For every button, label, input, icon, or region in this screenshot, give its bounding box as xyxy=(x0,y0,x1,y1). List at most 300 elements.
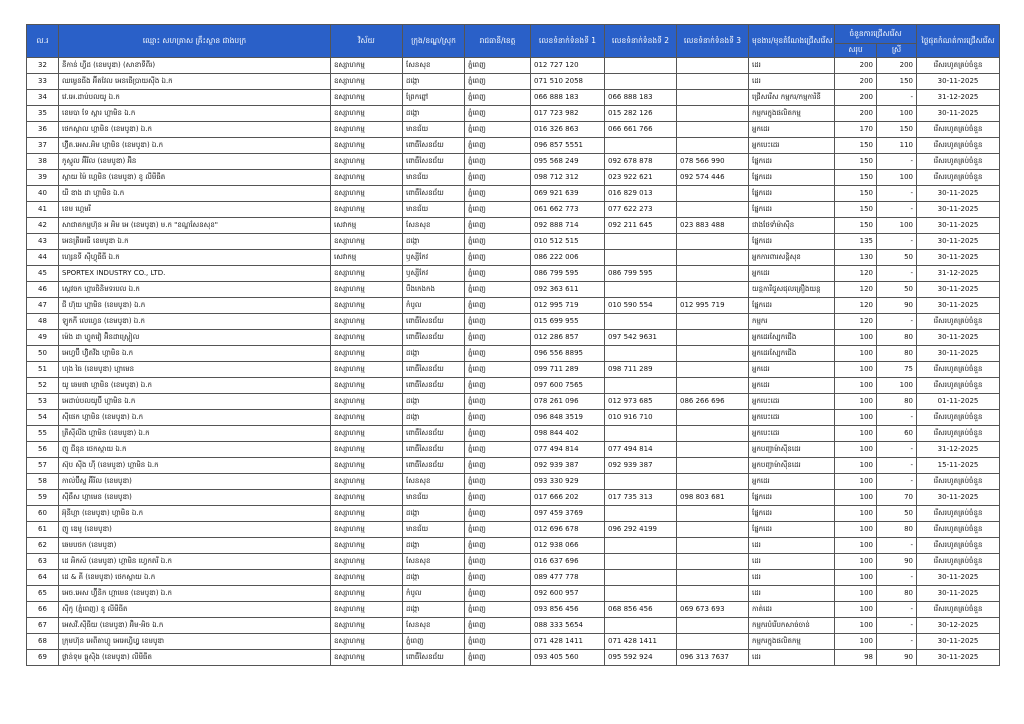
cell-deadline: រើសរហូតគ្រប់ចំនួន xyxy=(917,314,1000,330)
cell-total: 150 xyxy=(835,186,877,202)
cell-phone2: 092 678 878 xyxy=(605,154,677,170)
cell-province: ភ្នំពេញ xyxy=(465,394,531,410)
cell-total: 120 xyxy=(835,314,877,330)
cell-phone1: 012 727 120 xyxy=(531,58,605,74)
cell-deadline: 30-11-2025 xyxy=(917,218,1000,234)
cell-province: ភ្នំពេញ xyxy=(465,506,531,522)
cell-deadline: រើសរហូតគ្រប់ចំនួន xyxy=(917,554,1000,570)
cell-position: ដេរ xyxy=(749,586,835,602)
cell-district: ពោធិ៍សែនជ័យ xyxy=(403,442,465,458)
cell-sector: ឧស្សាហកម្ម xyxy=(331,394,403,410)
cell-district: មានជ័យ xyxy=(403,490,465,506)
cell-position: អ្នកបេះដេរ xyxy=(749,394,835,410)
cell-province: ភ្នំពេញ xyxy=(465,122,531,138)
cell-deadline: 30-11-2025 xyxy=(917,298,1000,314)
cell-deadline: 30-11-2025 xyxy=(917,234,1000,250)
cell-sector: ឧស្សាហកម្ម xyxy=(331,138,403,154)
cell-no: 46 xyxy=(27,282,59,298)
cell-sector: ឧស្សាហកម្ម xyxy=(331,618,403,634)
header-no: ល.រ xyxy=(27,25,59,58)
cell-no: 67 xyxy=(27,618,59,634)
cell-company: ម៉េង ដា ហ្វូតវៀ អ៊ិនដាស្ត្រៀល xyxy=(59,330,331,346)
cell-no: 58 xyxy=(27,474,59,490)
cell-deadline: រើសរហូតគ្រប់ចំនួន xyxy=(917,426,1000,442)
cell-company: អេដាប់បលយូប៊ី ហ្គាមិន ឯ.ក xyxy=(59,394,331,410)
cell-female: 200 xyxy=(877,58,917,74)
cell-phone3: 086 266 696 xyxy=(677,394,749,410)
cell-sector: ឧស្សាហកម្ម xyxy=(331,506,403,522)
cell-province: ភ្នំពេញ xyxy=(465,442,531,458)
cell-female: - xyxy=(877,410,917,426)
cell-female: - xyxy=(877,154,917,170)
cell-phone3: 069 673 693 xyxy=(677,602,749,618)
cell-no: 43 xyxy=(27,234,59,250)
cell-female: - xyxy=(877,202,917,218)
cell-company: ថេកស្តាល ហ្គាមិន (ខេមបូឌា) ឯ.ក xyxy=(59,122,331,138)
cell-province: ភ្នំពេញ xyxy=(465,234,531,250)
cell-province: ភ្នំពេញ xyxy=(465,314,531,330)
cell-deadline: រើសរហូតគ្រប់ចំនួន xyxy=(917,138,1000,154)
cell-province: ភ្នំពេញ xyxy=(465,490,531,506)
cell-female: 100 xyxy=(877,106,917,122)
header-total: សរុប xyxy=(835,44,877,58)
cell-no: 36 xyxy=(27,122,59,138)
cell-no: 62 xyxy=(27,538,59,554)
cell-total: 100 xyxy=(835,506,877,522)
table-row xyxy=(27,522,1000,538)
table-row xyxy=(27,218,1000,234)
cell-company: ហុង ធៃ (ខេមបូឌា) ហ្គាមេន xyxy=(59,362,331,378)
cell-position: ជាងថែទាំម៉ាស៊ីន xyxy=(749,218,835,234)
cell-company: កូស្តូល អ៊ីរីល (ខេមបូឌា) អ៊ិន xyxy=(59,154,331,170)
cell-company: ជី ហ៊ុយ ហ្គាមិន (ខេមបូឌា) ឯ.ក xyxy=(59,298,331,314)
cell-phone2: 010 590 554 xyxy=(605,298,677,314)
cell-deadline: រើសរហូតគ្រប់ចំនួន xyxy=(917,522,1000,538)
cell-female: - xyxy=(877,474,917,490)
cell-phone2 xyxy=(605,58,677,74)
table-row xyxy=(27,410,1000,426)
table-row xyxy=(27,458,1000,474)
cell-phone1: 093 405 560 xyxy=(531,650,605,666)
cell-female: - xyxy=(877,570,917,586)
cell-phone1: 097 600 7565 xyxy=(531,378,605,394)
table-row xyxy=(27,314,1000,330)
cell-sector: ឧស្សាហកម្ម xyxy=(331,202,403,218)
cell-phone3 xyxy=(677,362,749,378)
cell-company: ហ្សេនទី ស៊ីហ្វុធីធី ឯ.ក xyxy=(59,250,331,266)
cell-province: ភ្នំពេញ xyxy=(465,458,531,474)
cell-total: 100 xyxy=(835,410,877,426)
cell-sector: ឧស្សាហកម្ម xyxy=(331,298,403,314)
cell-total: 100 xyxy=(835,586,877,602)
cell-phone3 xyxy=(677,234,749,250)
cell-total: 150 xyxy=(835,170,877,186)
cell-phone3 xyxy=(677,522,749,538)
cell-no: 63 xyxy=(27,554,59,570)
cell-sector: ឧស្សាហកម្ម xyxy=(331,634,403,650)
cell-phone1: 017 723 982 xyxy=(531,106,605,122)
cell-phone1: 012 995 719 xyxy=(531,298,605,314)
cell-province: ភ្នំពេញ xyxy=(465,74,531,90)
cell-phone3 xyxy=(677,282,749,298)
cell-sector: ឧស្សាហកម្ម xyxy=(331,410,403,426)
cell-total: 100 xyxy=(835,570,877,586)
cell-sector: ឧស្សាហកម្ម xyxy=(331,314,403,330)
cell-province: ភ្នំពេញ xyxy=(465,138,531,154)
cell-province: ភ្នំពេញ xyxy=(465,282,531,298)
cell-province: ភ្នំពេញ xyxy=(465,330,531,346)
cell-sector: ឧស្សាហកម្ម xyxy=(331,586,403,602)
cell-female: 50 xyxy=(877,282,917,298)
cell-total: 120 xyxy=(835,266,877,282)
cell-province: ភ្នំពេញ xyxy=(465,474,531,490)
cell-phone3 xyxy=(677,506,749,522)
cell-position: អ្នកបញ្ជាម៉ាស៊ីនដេរ xyxy=(749,442,835,458)
cell-phone2: 071 428 1411 xyxy=(605,634,677,650)
cell-deadline: 30-11-2025 xyxy=(917,346,1000,362)
cell-female: 90 xyxy=(877,298,917,314)
cell-company: យី ឌាង ដា ហ្គាមិន ឯ.ក xyxy=(59,186,331,202)
cell-company: ឈម្លេនធីង អ៊ីតវែល អេនធើប្រាយស៊ីង ឯ.ក xyxy=(59,74,331,90)
cell-phone1: 096 556 8895 xyxy=(531,346,605,362)
table-row xyxy=(27,202,1000,218)
cell-total: 100 xyxy=(835,490,877,506)
cell-phone3 xyxy=(677,538,749,554)
cell-no: 41 xyxy=(27,202,59,218)
cell-position: ដេរ xyxy=(749,570,835,586)
cell-phone2: 098 711 289 xyxy=(605,362,677,378)
cell-female: - xyxy=(877,234,917,250)
cell-phone3 xyxy=(677,634,749,650)
cell-no: 52 xyxy=(27,378,59,394)
table-row xyxy=(27,554,1000,570)
table-row xyxy=(27,570,1000,586)
cell-no: 53 xyxy=(27,394,59,410)
cell-province: ភ្នំពេញ xyxy=(465,346,531,362)
cell-deadline: 30-11-2025 xyxy=(917,74,1000,90)
cell-sector: ឧស្សាហកម្ម xyxy=(331,570,403,586)
cell-deadline: រើសរហូតគ្រប់ចំនួន xyxy=(917,602,1000,618)
cell-no: 57 xyxy=(27,458,59,474)
cell-female: 80 xyxy=(877,522,917,538)
cell-province: ភ្នំពេញ xyxy=(465,218,531,234)
cell-female: 90 xyxy=(877,650,917,666)
cell-total: 120 xyxy=(835,282,877,298)
cell-position: កម្មករក្នុងផលិតកម្ម xyxy=(749,106,835,122)
cell-female: 80 xyxy=(877,346,917,362)
cell-position: អ្នកដេរ xyxy=(749,362,835,378)
cell-district: ពោធិ៍សែនជ័យ xyxy=(403,378,465,394)
cell-total: 100 xyxy=(835,394,877,410)
table-row xyxy=(27,154,1000,170)
cell-no: 65 xyxy=(27,586,59,602)
header-phone3: លេខទំនាក់ទំនងទី 3 xyxy=(677,25,749,58)
cell-province: ភ្នំពេញ xyxy=(465,154,531,170)
table-body xyxy=(27,58,1000,666)
cell-deadline: 30-11-2025 xyxy=(917,650,1000,666)
cell-company: អេហ្វប៊ី ហ៊្វិតវីង ហ្គាមិន ឯ.ក xyxy=(59,346,331,362)
cell-company: កាល់ប៊ីស្ហ អ៊ីរីល (ខេមបូឌា) xyxy=(59,474,331,490)
cell-female: 150 xyxy=(877,122,917,138)
cell-position: អ្នកបេះដេរ xyxy=(749,138,835,154)
cell-deadline: 30-11-2025 xyxy=(917,250,1000,266)
cell-position: ជ្រើសរើស កម្មករ/កម្មការិនី xyxy=(749,90,835,106)
cell-female: 150 xyxy=(877,74,917,90)
cell-province: ភ្នំពេញ xyxy=(465,186,531,202)
cell-deadline: 30-11-2025 xyxy=(917,586,1000,602)
cell-phone3 xyxy=(677,90,749,106)
cell-phone1: 077 494 814 xyxy=(531,442,605,458)
cell-district: កំបូល xyxy=(403,586,465,602)
cell-no: 37 xyxy=(27,138,59,154)
cell-total: 100 xyxy=(835,378,877,394)
cell-phone2: 092 211 645 xyxy=(605,218,677,234)
cell-phone1: 093 330 929 xyxy=(531,474,605,490)
cell-no: 40 xyxy=(27,186,59,202)
cell-phone2 xyxy=(605,234,677,250)
cell-district: មានជ័យ xyxy=(403,522,465,538)
cell-phone3 xyxy=(677,586,749,602)
cell-position: ផ្នែកដេរ xyxy=(749,298,835,314)
cell-total: 100 xyxy=(835,346,877,362)
cell-district: ពោធិ៍សែនជ័យ xyxy=(403,154,465,170)
cell-total: 100 xyxy=(835,618,877,634)
cell-sector: ឧស្សាហកម្ម xyxy=(331,234,403,250)
table-row xyxy=(27,506,1000,522)
cell-sector: ឧស្សាហកម្ម xyxy=(331,378,403,394)
cell-company: ថ្ងាន់ទុម ធ្លុស៊ិង (ខេមបូឌា) លីមីធីត xyxy=(59,650,331,666)
cell-company: ស្កេវចក ហ្គារចិនិមទរបល ឯ.ក xyxy=(59,282,331,298)
cell-deadline: 01-11-2025 xyxy=(917,394,1000,410)
cell-phone2 xyxy=(605,138,677,154)
cell-district: មានជ័យ xyxy=(403,202,465,218)
table-row xyxy=(27,90,1000,106)
cell-female: 100 xyxy=(877,378,917,394)
header-phone2: លេខទំនាក់ទំនងទី 2 xyxy=(605,25,677,58)
cell-no: 64 xyxy=(27,570,59,586)
cell-sector: ឧស្សាហកម្ម xyxy=(331,458,403,474)
cell-female: - xyxy=(877,458,917,474)
cell-district: ដង្កោ xyxy=(403,346,465,362)
cell-position: អ្នកដេរស្បែកជើង xyxy=(749,346,835,362)
cell-phone3 xyxy=(677,186,749,202)
cell-position: អ្នកការពារសន្តិសុខ xyxy=(749,250,835,266)
cell-district: ពោធិ៍សែនជ័យ xyxy=(403,186,465,202)
cell-deadline: រើសរហូតគ្រប់ចំនួន xyxy=(917,362,1000,378)
cell-position: ផ្នែកដេរ xyxy=(749,170,835,186)
cell-province: ភ្នំពេញ xyxy=(465,250,531,266)
cell-district: ពោធិ៍សែនជ័យ xyxy=(403,362,465,378)
cell-female: - xyxy=(877,90,917,106)
cell-no: 42 xyxy=(27,218,59,234)
cell-deadline: រើសរហូតគ្រប់ចំនួន xyxy=(917,410,1000,426)
cell-position: ផ្នែកដេរ xyxy=(749,490,835,506)
cell-deadline: រើសរហូតគ្រប់ចំនួន xyxy=(917,170,1000,186)
cell-district: បឹងកេងកង xyxy=(403,282,465,298)
cell-district: ពោធិ៍សែនជ័យ xyxy=(403,138,465,154)
cell-company: ក្រុមហ៊ុន អេពីតាហ្គូ អេអេហ្វិហ្វ្វ ខេមបូឌា xyxy=(59,634,331,650)
cell-position: ដេរ xyxy=(749,538,835,554)
cell-no: 69 xyxy=(27,650,59,666)
cell-phone3 xyxy=(677,378,749,394)
cell-company: អេសវី.ស៊ីធីយ (ខេមបូឌា) អ៊ិម-អិច ឯ.ក xyxy=(59,618,331,634)
cell-total: 100 xyxy=(835,554,877,570)
table-row xyxy=(27,538,1000,554)
cell-sector: ឧស្សាហកម្ម xyxy=(331,58,403,74)
cell-company: ហ៊្វីត.អេស.អិម ហ្គាមិន (ខេមបូឌា) ឯ.ក xyxy=(59,138,331,154)
cell-phone1: 098 712 312 xyxy=(531,170,605,186)
cell-phone2 xyxy=(605,538,677,554)
cell-phone2: 096 292 4199 xyxy=(605,522,677,538)
cell-no: 32 xyxy=(27,58,59,74)
table-row xyxy=(27,586,1000,602)
cell-district: ដង្កោ xyxy=(403,538,465,554)
cell-phone1: 061 662 773 xyxy=(531,202,605,218)
cell-position: ដេរ xyxy=(749,58,835,74)
cell-phone2: 095 592 924 xyxy=(605,650,677,666)
cell-company: យូ ឆេមផា ហ្គាមិន (ខេមបូឌា) ឯ.ក xyxy=(59,378,331,394)
cell-sector: ឧស្សាហកម្ម xyxy=(331,474,403,490)
cell-position: យន្តការីជួសជុលគ្រឿងយន្ត xyxy=(749,282,835,298)
cell-district: ពោធិ៍សែនជ័យ xyxy=(403,650,465,666)
cell-phone3 xyxy=(677,74,749,90)
cell-sector: ឧស្សាហកម្ម xyxy=(331,490,403,506)
cell-deadline: 30-11-2025 xyxy=(917,490,1000,506)
table-row xyxy=(27,74,1000,90)
cell-deadline: រើសរហូតគ្រប់ចំនួន xyxy=(917,538,1000,554)
cell-province: ភ្នំពេញ xyxy=(465,650,531,666)
table-row xyxy=(27,474,1000,490)
cell-position: អ្នកដេរ xyxy=(749,378,835,394)
cell-total: 100 xyxy=(835,426,877,442)
cell-phone1: 093 856 456 xyxy=(531,602,605,618)
cell-position: ដេរ xyxy=(749,74,835,90)
cell-company: នីកាន់ ហ្វីដ (ខេមបូឌា) (សាខាទីពីរ) xyxy=(59,58,331,74)
cell-position: កម្មករក្នុងផលិតកម្ម xyxy=(749,634,835,650)
cell-phone2: 086 799 595 xyxy=(605,266,677,282)
header-recruit-group: ចំនួនការជ្រើសរើស xyxy=(835,25,917,44)
cell-company: ស៊ីឆឹស ហ្គាមេន (ខេមបូឌា) xyxy=(59,490,331,506)
cell-female: 60 xyxy=(877,426,917,442)
cell-deadline: 30-11-2025 xyxy=(917,186,1000,202)
cell-total: 200 xyxy=(835,74,877,90)
cell-deadline: រើសរហូតគ្រប់ចំនួន xyxy=(917,474,1000,490)
cell-phone2: 092 939 387 xyxy=(605,458,677,474)
cell-phone2: 023 922 621 xyxy=(605,170,677,186)
cell-phone1: 015 699 955 xyxy=(531,314,605,330)
cell-phone2 xyxy=(605,474,677,490)
cell-phone3 xyxy=(677,554,749,570)
cell-sector: ឧស្សាហកម្ម xyxy=(331,426,403,442)
cell-phone2: 017 735 313 xyxy=(605,490,677,506)
cell-deadline: 30-12-2025 xyxy=(917,618,1000,634)
cell-position: អ្នកដេរ xyxy=(749,266,835,282)
cell-phone3: 098 803 681 xyxy=(677,490,749,506)
cell-company: ញូ ជីនុន ថេកស្តាយ ឯ.ក xyxy=(59,442,331,458)
cell-phone3: 096 313 7637 xyxy=(677,650,749,666)
cell-deadline: 30-11-2025 xyxy=(917,282,1000,298)
cell-district: ដង្កោ xyxy=(403,602,465,618)
cell-phone1: 092 600 957 xyxy=(531,586,605,602)
cell-district: ដង្កោ xyxy=(403,410,465,426)
cell-district: សែនសុខ xyxy=(403,618,465,634)
table-row xyxy=(27,634,1000,650)
cell-total: 200 xyxy=(835,106,877,122)
cell-district: ឫស្សីកែវ xyxy=(403,250,465,266)
table-row xyxy=(27,394,1000,410)
cell-phone1: 096 848 3519 xyxy=(531,410,605,426)
cell-female: - xyxy=(877,538,917,554)
cell-phone3 xyxy=(677,426,749,442)
cell-province: ភ្នំពេញ xyxy=(465,570,531,586)
cell-company: ឡូកកី លេហ្វេន (ខេមបូឌា) ឯ.ក xyxy=(59,314,331,330)
cell-position: កាត់ដេរ xyxy=(749,602,835,618)
cell-total: 100 xyxy=(835,522,877,538)
cell-no: 39 xyxy=(27,170,59,186)
cell-province: ភ្នំពេញ xyxy=(465,426,531,442)
cell-phone3 xyxy=(677,138,749,154)
cell-deadline: 30-11-2025 xyxy=(917,570,1000,586)
cell-total: 100 xyxy=(835,330,877,346)
cell-phone3 xyxy=(677,618,749,634)
cell-female: 80 xyxy=(877,330,917,346)
cell-deadline: រើសរហូតគ្រប់ចំនួន xyxy=(917,506,1000,522)
cell-total: 98 xyxy=(835,650,877,666)
cell-total: 130 xyxy=(835,250,877,266)
cell-female: - xyxy=(877,186,917,202)
cell-female: - xyxy=(877,266,917,282)
cell-position: ផ្នែកដេរ xyxy=(749,202,835,218)
cell-sector: ឧស្សាហកម្ម xyxy=(331,186,403,202)
cell-district: សែនសុខ xyxy=(403,58,465,74)
cell-sector: ឧស្សាហកម្ម xyxy=(331,538,403,554)
cell-position: ផ្នែកដេរ xyxy=(749,234,835,250)
cell-female: 70 xyxy=(877,490,917,506)
cell-phone2: 066 661 766 xyxy=(605,122,677,138)
cell-deadline: រើសរហូតគ្រប់ចំនួន xyxy=(917,58,1000,74)
cell-district: មានជ័យ xyxy=(403,122,465,138)
cell-district: ពោធិ៍សែនជ័យ xyxy=(403,314,465,330)
cell-female: 50 xyxy=(877,506,917,522)
cell-no: 38 xyxy=(27,154,59,170)
cell-total: 100 xyxy=(835,538,877,554)
cell-phone1: 012 696 678 xyxy=(531,522,605,538)
header-sector: វិស័យ xyxy=(331,25,403,58)
cell-no: 54 xyxy=(27,410,59,426)
cell-phone1: 071 428 1411 xyxy=(531,634,605,650)
cell-sector: ឧស្សាហកម្ម xyxy=(331,90,403,106)
cell-female: 90 xyxy=(877,554,917,570)
cell-no: 59 xyxy=(27,490,59,506)
cell-total: 150 xyxy=(835,202,877,218)
cell-district: ដង្កោ xyxy=(403,394,465,410)
cell-company: ខេម ហ្គេមរី xyxy=(59,202,331,218)
cell-phone2 xyxy=(605,506,677,522)
cell-female: 100 xyxy=(877,170,917,186)
cell-phone3 xyxy=(677,346,749,362)
cell-district: ដង្កោ xyxy=(403,570,465,586)
table-row xyxy=(27,122,1000,138)
cell-position: អ្នកដេរ xyxy=(749,122,835,138)
table-row xyxy=(27,330,1000,346)
cell-phone2 xyxy=(605,554,677,570)
cell-phone2: 010 916 710 xyxy=(605,410,677,426)
cell-province: ភ្នំពេញ xyxy=(465,266,531,282)
table-row xyxy=(27,426,1000,442)
cell-sector: ឧស្សាហកម្ម xyxy=(331,154,403,170)
cell-district: ព្រែកព្នៅ xyxy=(403,90,465,106)
cell-phone2 xyxy=(605,346,677,362)
